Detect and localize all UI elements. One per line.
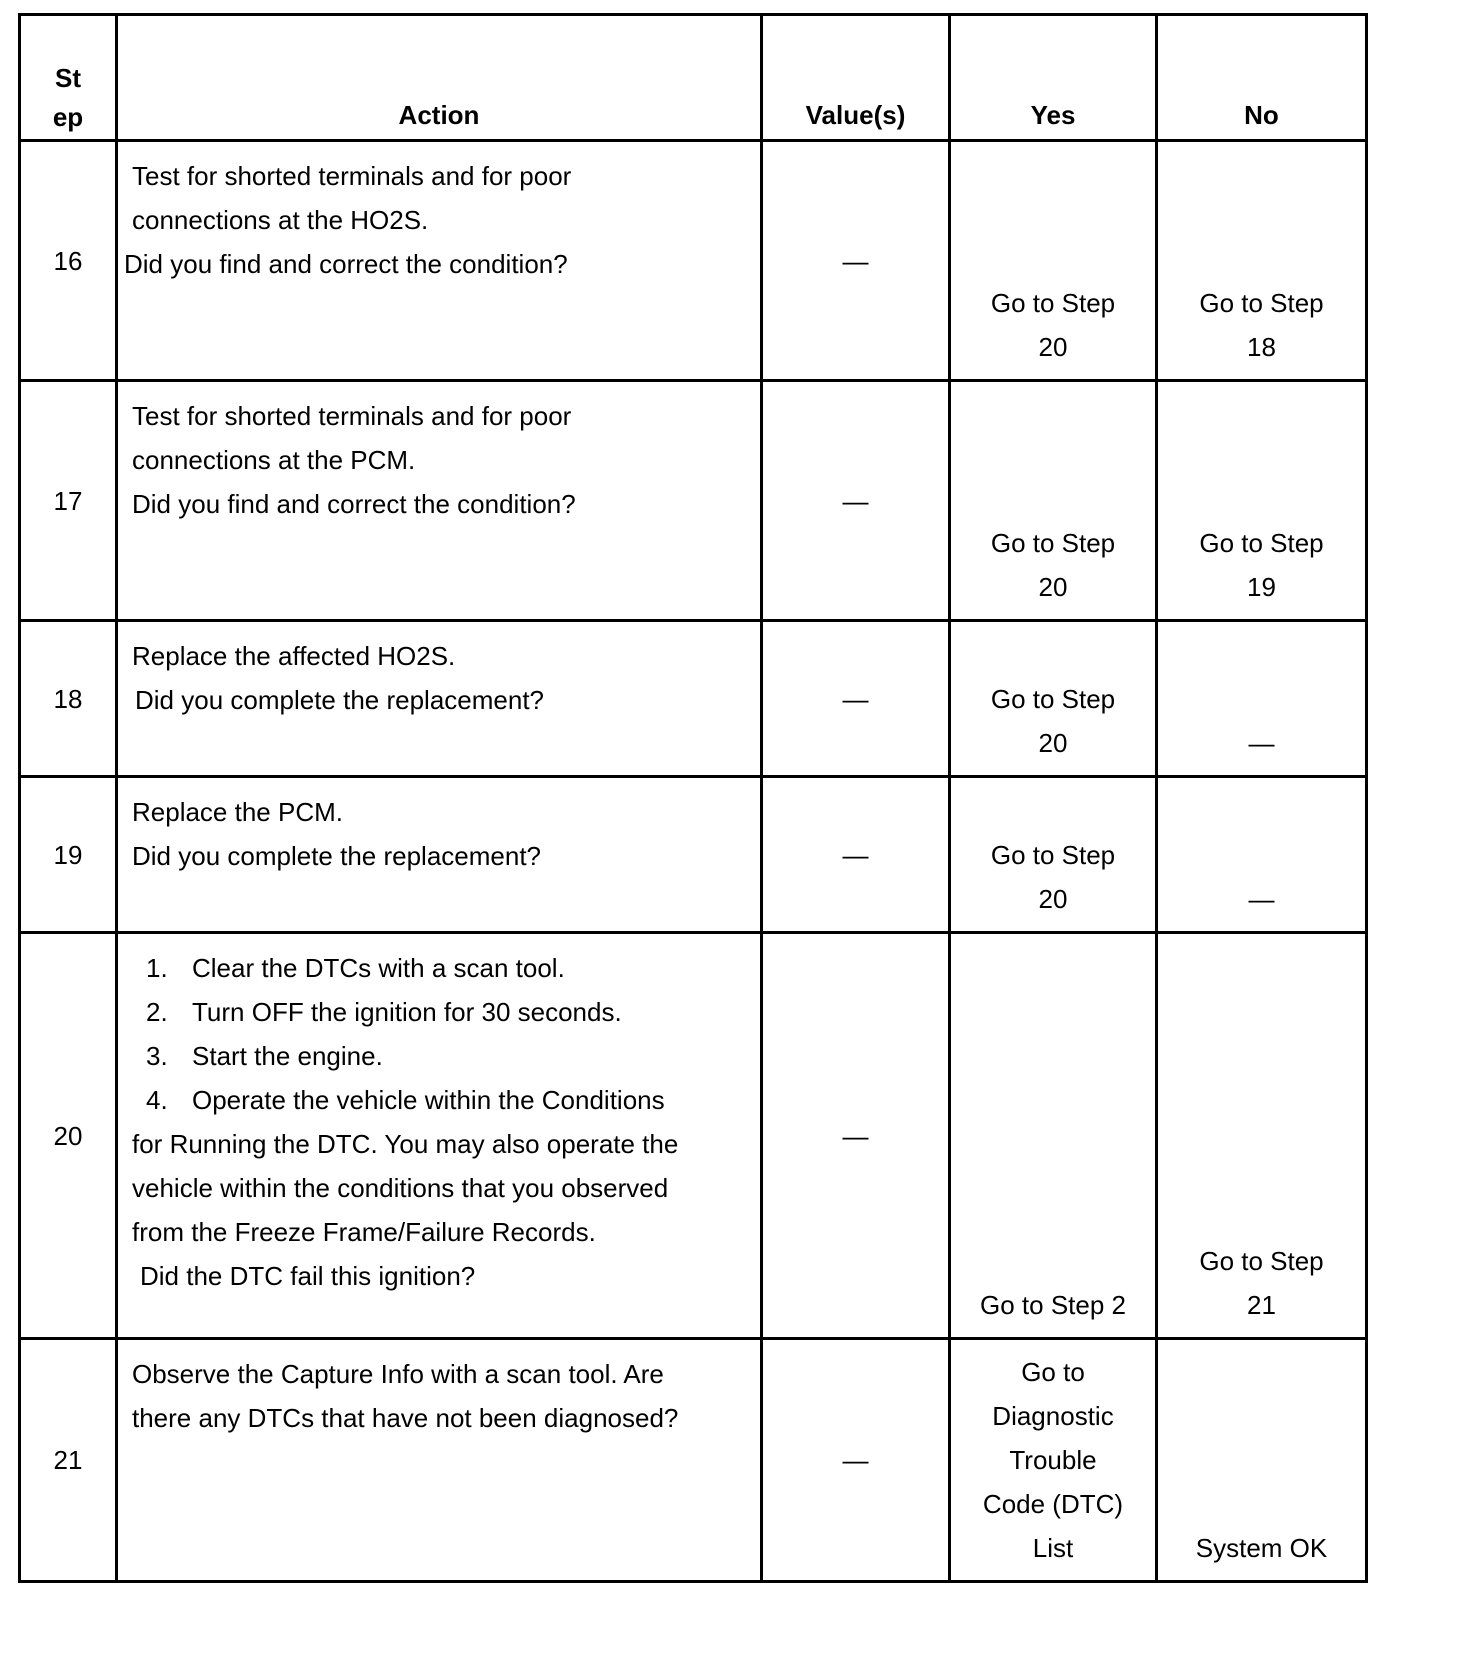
- no-cell: [1157, 933, 1367, 1339]
- yes-text: 20: [1038, 728, 1068, 758]
- list-item: 4. Operate the vehicle within the Conditions: [146, 1085, 665, 1115]
- action-cell: [117, 621, 762, 777]
- yes-text: Code (DTC): [982, 1489, 1124, 1519]
- no-cell: [1157, 141, 1367, 381]
- yes-text: 20: [1038, 884, 1068, 914]
- action-text: from the Freeze Frame/Failure Records.: [132, 1217, 596, 1247]
- yes-cell: [950, 621, 1157, 777]
- yes-text: Go to Step: [990, 684, 1116, 714]
- action-question: Did you find and correct the condition?: [124, 249, 568, 279]
- value-cell: —: [762, 933, 950, 1339]
- step-number: 18: [20, 621, 117, 777]
- yes-cell: [950, 777, 1157, 933]
- step-number: 20: [20, 933, 117, 1339]
- value-cell: —: [762, 621, 950, 777]
- yes-text: Trouble: [1009, 1445, 1097, 1475]
- table-row: [20, 141, 1367, 381]
- action-question: Did the DTC fail this ignition?: [140, 1261, 476, 1291]
- table-row: [20, 621, 1367, 777]
- action-cell: [117, 381, 762, 621]
- header-action: Action: [117, 15, 762, 141]
- list-item: 1. Clear the DTCs with a scan tool.: [146, 953, 565, 983]
- table-row: [20, 777, 1367, 933]
- yes-text: Go to Step: [990, 840, 1116, 870]
- action-text: there any DTCs that have not been diagnosed?: [132, 1403, 679, 1433]
- yes-cell: Go to Step 2: [950, 933, 1157, 1339]
- yes-text: Diagnostic: [992, 1401, 1114, 1431]
- action-text: connections at the PCM.: [132, 445, 416, 475]
- step-number: 17: [20, 381, 117, 621]
- header-values: Value(s): [762, 15, 950, 141]
- yes-text: Go to Step: [990, 528, 1116, 558]
- step-number: 19: [20, 777, 117, 933]
- no-cell: —: [1157, 777, 1367, 933]
- yes-text: List: [1032, 1533, 1074, 1563]
- header-step-line2: ep: [52, 102, 84, 132]
- header-step: [20, 15, 117, 141]
- action-text: Replace the PCM.: [132, 797, 343, 827]
- header-yes: Yes: [950, 15, 1157, 141]
- diagnostic-table: [18, 13, 1368, 1583]
- action-cell: [117, 1339, 762, 1582]
- no-text: Go to Step: [1199, 1246, 1324, 1276]
- no-cell: [1157, 381, 1367, 621]
- yes-cell: [950, 381, 1157, 621]
- yes-text: 20: [1038, 332, 1068, 362]
- value-cell: —: [762, 777, 950, 933]
- yes-cell: [950, 1339, 1157, 1582]
- list-item: 2. Turn OFF the ignition for 30 seconds.: [146, 997, 622, 1027]
- table-row: [20, 1339, 1367, 1582]
- value-cell: —: [762, 1339, 950, 1582]
- yes-cell: [950, 141, 1157, 381]
- no-cell: —: [1157, 621, 1367, 777]
- action-question: Did you complete the replacement?: [132, 841, 542, 871]
- step-number: 21: [20, 1339, 117, 1582]
- action-text: connections at the HO2S.: [132, 205, 429, 235]
- action-text: for Running the DTC. You may also operate the: [132, 1129, 679, 1159]
- yes-text: Go to Step: [990, 288, 1116, 318]
- action-text: Observe the Capture Info with a scan tool. Are: [132, 1359, 664, 1389]
- no-text: Go to Step: [1199, 528, 1324, 558]
- no-text: 19: [1247, 572, 1276, 602]
- step-number: 16: [20, 141, 117, 381]
- no-text: 21: [1247, 1290, 1276, 1320]
- list-item: 3. Start the engine.: [146, 1041, 383, 1071]
- action-text: vehicle within the conditions that you observed: [132, 1173, 669, 1203]
- header-step-line1: St: [55, 63, 81, 93]
- yes-text: 20: [1038, 572, 1068, 602]
- no-text: Go to Step: [1199, 288, 1324, 318]
- value-cell: —: [762, 381, 950, 621]
- action-cell: [117, 141, 762, 381]
- action-cell: [117, 777, 762, 933]
- header-no: No: [1157, 15, 1367, 141]
- no-cell: System OK: [1157, 1339, 1367, 1582]
- action-cell: [117, 933, 762, 1339]
- header-row: [20, 15, 1367, 141]
- value-cell: —: [762, 141, 950, 381]
- action-text: Test for shorted terminals and for poor: [132, 161, 572, 191]
- action-text: Replace the affected HO2S.: [132, 641, 456, 671]
- table-row: [20, 381, 1367, 621]
- action-question: Did you find and correct the condition?: [132, 489, 576, 519]
- procedure-list: [132, 946, 746, 1122]
- action-question: Did you complete the replacement?: [135, 685, 545, 715]
- no-text: 18: [1247, 332, 1276, 362]
- yes-text: Go to: [1021, 1357, 1085, 1387]
- action-text: Test for shorted terminals and for poor: [132, 401, 572, 431]
- table-row: [20, 933, 1367, 1339]
